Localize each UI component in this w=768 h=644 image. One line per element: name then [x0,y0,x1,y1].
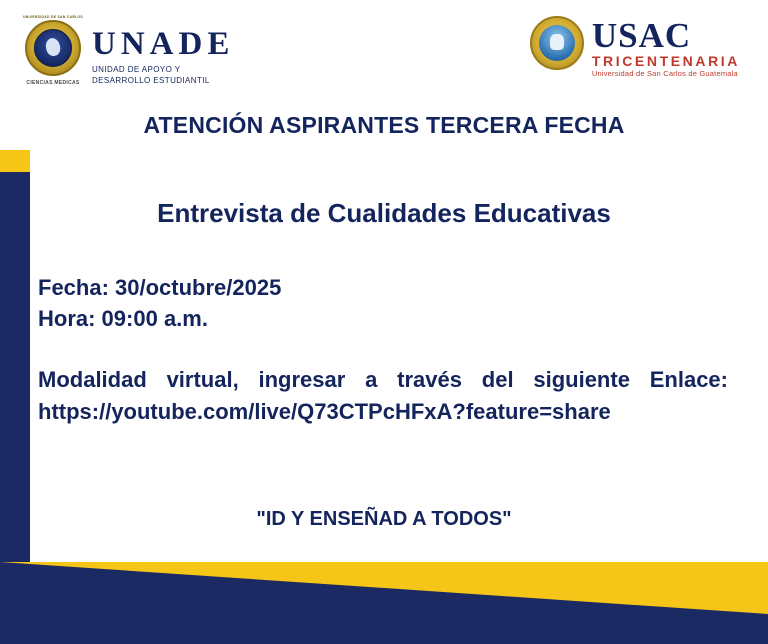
usac-acronym: USAC [591,16,692,55]
unade-seal-icon [22,14,84,100]
usac-figure-icon [550,34,564,50]
unade-subtitle-line2: DESARROLLO ESTUDIANTIL [92,75,210,85]
details-block [38,272,728,427]
usac-seal-icon [530,16,584,70]
unade-acronym: UNADE [92,26,235,63]
yellow-corner-bar [0,150,30,172]
page-title: ATENCIÓN ASPIRANTES TERCERA FECHA [143,112,625,138]
modality-paragraph[interactable]: Modalidad virtual, ingresar a través del siguiente Enlace: https://youtube.com/live/Q73CTPcHFxA?feature=share [38,367,728,424]
poster-header [0,0,768,110]
usac-wordmark [592,16,740,78]
usac-tagline: TRICENTENARIA [591,53,740,69]
time-line: Hora: 09:00 a.m. [38,306,208,332]
navy-left-strip [0,172,30,562]
date-line: Fecha: 30/octubre/2025 [38,275,282,300]
unade-subtitle-line1: UNIDAD DE APOYO Y [92,65,181,75]
usac-logo [530,16,740,78]
subtitle: Entrevista de Cualidades Educativas [157,198,611,228]
usac-institution: Universidad de San Carlos de Guatemala [591,69,738,78]
unade-logo [22,14,234,100]
unade-seal-top-text: UNIVERSIDAD DE SAN CARLOS [23,15,83,19]
unade-wordmark [92,28,234,86]
slogan-text: "ID Y ENSEÑAD A TODOS" [256,508,512,530]
unade-seal-bottom-text: CIENCIAS MEDICAS [26,80,80,86]
